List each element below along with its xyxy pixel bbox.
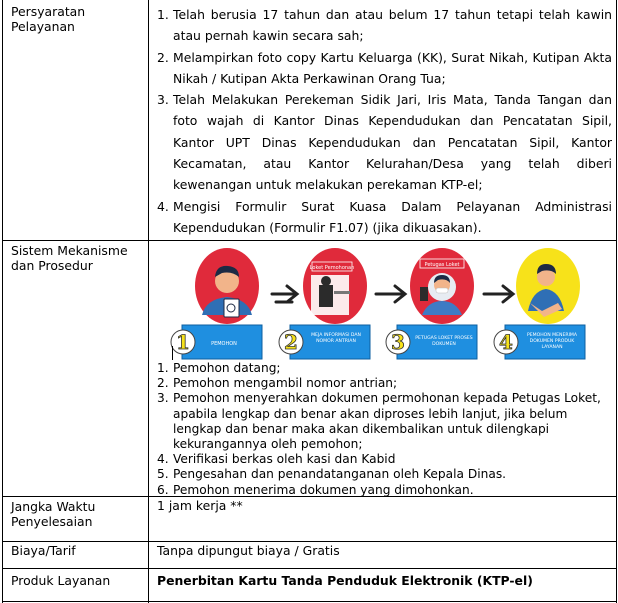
arrow-icon <box>484 286 513 302</box>
table-column-divider <box>148 0 149 603</box>
list-item: 4. Verifikasi berkas oleh kasi dan Kabid <box>157 452 396 467</box>
step-2-caption-box: 2 MEJA INFORMASI DAN NOMOR ANTRIAN <box>279 325 370 359</box>
svg-text:3: 3 <box>391 330 405 354</box>
fee-value: Tanpa dipungut biaya / Gratis <box>157 543 340 558</box>
table-right-border <box>616 0 617 603</box>
svg-text:2: 2 <box>284 330 298 354</box>
table-left-border <box>2 0 3 603</box>
list-item: 5. Pengesahan dan penandatanganan oleh Kepala Dinas. <box>157 467 507 482</box>
list-item: 2. Melampirkan foto copy Kartu Keluarga (KK), Surat Nikah, Kutipan Akta Nikah / Kutipan Akta Perkawinan Orang Tua; <box>157 49 612 86</box>
procedure-list <box>157 361 612 498</box>
svg-text:4: 4 <box>499 330 513 354</box>
list-item: 4. Mengisi Formulir Surat Kuasa Dalam Pelayanan Administrasi Kependudukan (Formulir F1.07) (jika dikuasakan). <box>157 198 612 235</box>
step-3-caption-box: 3 PETUGAS LOKET PROSES DOKUMEN <box>386 325 477 359</box>
step-3-counter-officer-illustration <box>410 248 474 324</box>
list-item: 2. Pemohon mengambil nomor antrian; <box>157 376 398 391</box>
svg-text:Petugas Loket: Petugas Loket <box>424 262 460 268</box>
step-1-caption-box <box>171 325 262 359</box>
row-label-requirements: Persyaratan Pelayanan <box>11 4 86 34</box>
svg-text:Loket Pemohonan: Loket Pemohonan <box>309 265 355 271</box>
arrow-icon <box>376 286 405 302</box>
step-4-caption-box: 4 PEMOHON MENERIMA DOKUMEN PRODUK LAYANAN <box>494 325 585 359</box>
list-item: 6. Pemohon menerima dokumen yang dimohonkan. <box>157 482 474 497</box>
row-divider <box>2 240 617 241</box>
list-item: 3. Pemohon menyerahkan dokumen permohonan kepada Petugas Loket, apabila lengkap dan benar akan diproses lebih lanjut, jika belum lengkap dan benar maka akan dikembalikan untuk dilengkapi kekurangannya oleh pemohon; <box>157 391 601 452</box>
text-cursor <box>172 346 173 360</box>
step-4-receives-document-illustration <box>516 248 580 324</box>
list-item: 1. Pemohon datang; <box>157 361 281 375</box>
row-label-procedure: Sistem Mekanisme dan Prosedur <box>11 243 128 273</box>
row-label-fee: Biaya/Tarif <box>11 543 76 558</box>
row-label-completion-time: Jangka Waktu Penyelesaian <box>11 499 96 529</box>
list-item: 1. Telah berusia 17 tahun dan atau belum 17 tahun tetapi telah kawin atau pernah kawin secara sah; <box>157 7 612 44</box>
row-divider <box>2 568 617 569</box>
arrow-icon <box>272 286 297 302</box>
step-2-information-desk-illustration <box>303 248 367 324</box>
row-label-service-product: Produk Layanan <box>11 573 111 588</box>
completion-time-value: 1 jam kerja ** <box>157 498 243 513</box>
svg-text:PEMOHON: PEMOHON <box>211 341 237 347</box>
svg-text:1: 1 <box>176 330 190 354</box>
service-product-value: Penerbitan Kartu Tanda Penduduk Elektronik (KTP-el) <box>157 573 533 588</box>
table-bottom-border <box>2 601 617 602</box>
requirements-list <box>157 4 612 238</box>
step-1-applicant-illustration <box>195 248 259 324</box>
list-item: 3. Telah Melakukan Perekeman Sidik Jari, Iris Mata, Tanda Tangan dan foto wajah di Kantor Dinas Kependudukan dan Pencatatan Sipil, Kantor UPT Dinas Kependudukan dan Pencatatan Sipil, Kantor Kecamatan, atau Kantor Kelurahan/Desa yang telah diberi kewenangan untuk melakukan perekaman KTP-el; <box>157 92 612 193</box>
procedure-flow-diagram <box>166 245 606 362</box>
row-divider <box>2 541 617 542</box>
